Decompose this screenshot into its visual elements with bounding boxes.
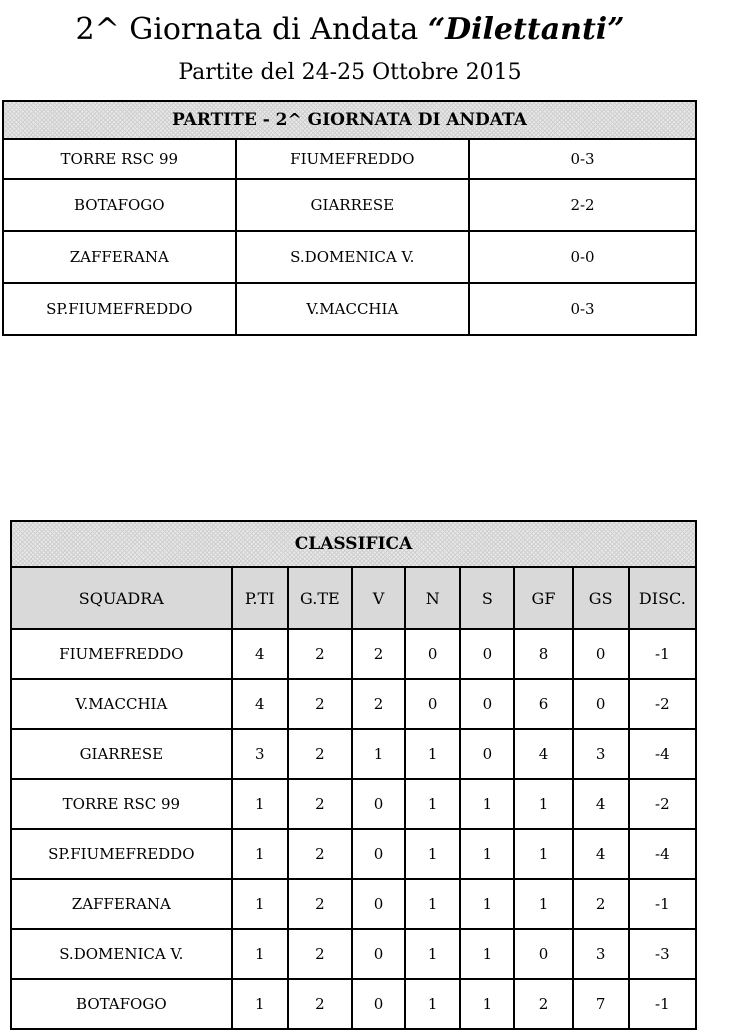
title-main: 2^ Giornata di Andata xyxy=(75,12,428,47)
match-away: FIUMEFREDDO xyxy=(236,139,469,179)
stat-cell: 2 xyxy=(288,829,352,879)
stat-cell: 2 xyxy=(288,879,352,929)
stat-cell: 0 xyxy=(460,679,514,729)
team-name: GIARRESE xyxy=(11,729,232,779)
match-row xyxy=(3,179,696,231)
stat-cell: 2 xyxy=(573,879,629,929)
stat-cell: 0 xyxy=(460,629,514,679)
matches-heading: PARTITE - 2^ GIORNATA DI ANDATA xyxy=(3,101,696,139)
match-away: GIARRESE xyxy=(236,179,469,231)
stat-cell: 4 xyxy=(514,729,572,779)
stat-cell: 1 xyxy=(405,979,460,1029)
stat-cell: -1 xyxy=(629,879,696,929)
standings-header-row xyxy=(11,567,696,629)
stat-cell: 0 xyxy=(514,929,572,979)
stat-cell: 0 xyxy=(352,779,405,829)
standings-row xyxy=(11,729,696,779)
stat-cell: -4 xyxy=(629,829,696,879)
page-subtitle: Partite del 24-25 Ottobre 2015 xyxy=(178,60,522,85)
column-header: GS xyxy=(573,567,629,629)
match-away: S.DOMENICA V. xyxy=(236,231,469,283)
stat-cell: 2 xyxy=(514,979,572,1029)
stat-cell: 0 xyxy=(573,629,629,679)
stat-cell: 1 xyxy=(232,929,288,979)
standings-row xyxy=(11,829,696,879)
stat-cell: -3 xyxy=(629,929,696,979)
stat-cell: -1 xyxy=(629,979,696,1029)
stat-cell: 2 xyxy=(288,679,352,729)
stat-cell: 0 xyxy=(352,929,405,979)
stat-cell: 3 xyxy=(573,729,629,779)
stat-cell: 1 xyxy=(460,979,514,1029)
stat-cell: -2 xyxy=(629,779,696,829)
match-home: SP.FIUMEFREDDO xyxy=(3,283,236,335)
stat-cell: 2 xyxy=(288,629,352,679)
team-name: V.MACCHIA xyxy=(11,679,232,729)
stat-cell: 1 xyxy=(405,929,460,979)
matches-table xyxy=(2,100,697,336)
stat-cell: 0 xyxy=(460,729,514,779)
stat-cell: 1 xyxy=(514,879,572,929)
team-name: FIUMEFREDDO xyxy=(11,629,232,679)
match-score: 0-0 xyxy=(469,231,696,283)
team-name: TORRE RSC 99 xyxy=(11,779,232,829)
stat-cell: 7 xyxy=(573,979,629,1029)
stat-cell: 1 xyxy=(460,879,514,929)
stat-cell: 2 xyxy=(288,729,352,779)
stat-cell: 0 xyxy=(405,629,460,679)
stat-cell: 1 xyxy=(460,929,514,979)
stat-cell: 4 xyxy=(573,829,629,879)
stat-cell: 2 xyxy=(288,779,352,829)
stat-cell: 0 xyxy=(405,679,460,729)
column-header: GF xyxy=(514,567,572,629)
standings-row xyxy=(11,879,696,929)
team-name: ZAFFERANA xyxy=(11,879,232,929)
stat-cell: 2 xyxy=(288,929,352,979)
stat-cell: -1 xyxy=(629,629,696,679)
stat-cell: 0 xyxy=(352,979,405,1029)
standings-row xyxy=(11,679,696,729)
team-name: S.DOMENICA V. xyxy=(11,929,232,979)
stat-cell: 0 xyxy=(352,879,405,929)
standings-heading: CLASSIFICA xyxy=(11,521,696,567)
match-score: 0-3 xyxy=(469,283,696,335)
stat-cell: 1 xyxy=(460,829,514,879)
column-header: DISC. xyxy=(629,567,696,629)
standings-row xyxy=(11,629,696,679)
match-away: V.MACCHIA xyxy=(236,283,469,335)
match-row xyxy=(3,283,696,335)
page-title xyxy=(0,10,700,50)
stat-cell: 2 xyxy=(288,979,352,1029)
stat-cell: 1 xyxy=(405,729,460,779)
column-header: V xyxy=(352,567,405,629)
team-name: BOTAFOGO xyxy=(11,979,232,1029)
stat-cell: 1 xyxy=(514,829,572,879)
stat-cell: 1 xyxy=(405,779,460,829)
team-name: SP.FIUMEFREDDO xyxy=(11,829,232,879)
standings-row xyxy=(11,929,696,979)
column-header: P.TI xyxy=(232,567,288,629)
stat-cell: 1 xyxy=(232,829,288,879)
stat-cell: 1 xyxy=(405,829,460,879)
standings-row xyxy=(11,779,696,829)
match-row xyxy=(3,231,696,283)
match-home: TORRE RSC 99 xyxy=(3,139,236,179)
match-home: BOTAFOGO xyxy=(3,179,236,231)
match-row xyxy=(3,139,696,179)
stat-cell: 4 xyxy=(232,679,288,729)
column-header: SQUADRA xyxy=(11,567,232,629)
stat-cell: -4 xyxy=(629,729,696,779)
title-emphasis: “Dilettanti” xyxy=(427,12,625,47)
column-header: S xyxy=(460,567,514,629)
stat-cell: 1 xyxy=(232,979,288,1029)
stat-cell: -2 xyxy=(629,679,696,729)
stat-cell: 1 xyxy=(352,729,405,779)
stat-cell: 3 xyxy=(573,929,629,979)
stat-cell: 1 xyxy=(232,879,288,929)
stat-cell: 2 xyxy=(352,679,405,729)
stat-cell: 2 xyxy=(352,629,405,679)
stat-cell: 1 xyxy=(514,779,572,829)
match-home: ZAFFERANA xyxy=(3,231,236,283)
stat-cell: 3 xyxy=(232,729,288,779)
column-header: G.TE xyxy=(288,567,352,629)
standings-table xyxy=(10,520,697,1030)
stat-cell: 4 xyxy=(573,779,629,829)
stat-cell: 1 xyxy=(405,879,460,929)
stat-cell: 1 xyxy=(460,779,514,829)
stat-cell: 0 xyxy=(352,829,405,879)
column-header: N xyxy=(405,567,460,629)
stat-cell: 4 xyxy=(232,629,288,679)
match-score: 0-3 xyxy=(469,139,696,179)
standings-row xyxy=(11,979,696,1029)
stat-cell: 8 xyxy=(514,629,572,679)
stat-cell: 0 xyxy=(573,679,629,729)
stat-cell: 6 xyxy=(514,679,572,729)
stat-cell: 1 xyxy=(232,779,288,829)
match-score: 2-2 xyxy=(469,179,696,231)
